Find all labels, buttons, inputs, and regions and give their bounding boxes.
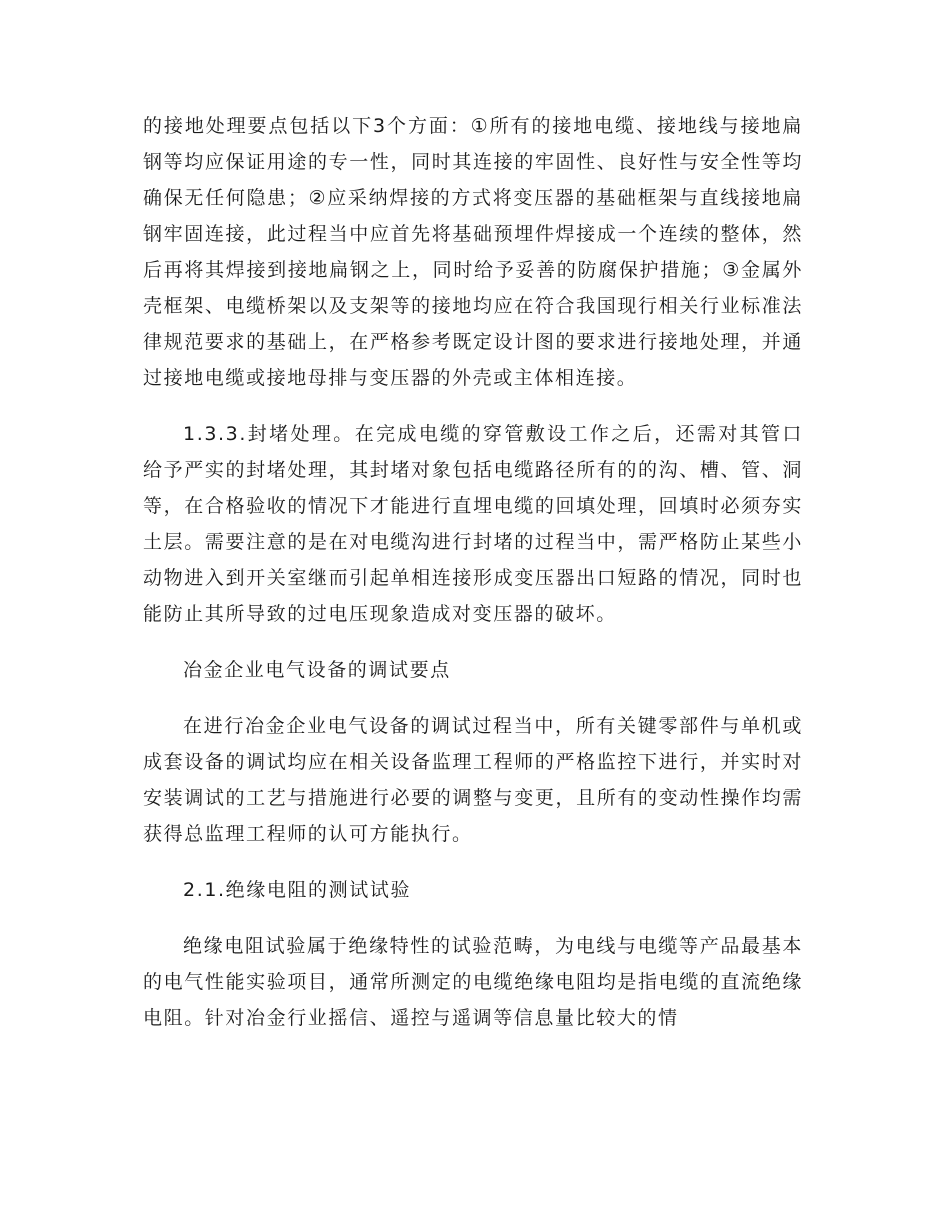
document-page: [143, 108, 803, 1036]
paragraph-sealing: 1.3.3.封堵处理。在完成电缆的穿管敷设工作之后，还需对其管口给予严实的封堵处理，其封堵对象包括电缆路径所有的的沟、槽、管、洞等，在合格验收的情况下才能进行直埋电缆的回填处理，回填时必须夯实土层。需要注意的是在对电缆沟进行封堵的过程当中，需严格防止某些小动物进入到开关室继而引起单相连接形成变压器出口短路的情况，同时也能防止其所导致的过电压现象造成对变压器的破坏。: [143, 423, 803, 625]
paragraph-insulation-test: 绝缘电阻试验属于绝缘特性的试验范畴，为电线与电缆等产品最基本的电气性能实验项目，通常所测定的电缆绝缘电阻均是指电缆的直流绝缘电阻。针对冶金行业摇信、遥控与遥调等信息量比较大的情: [143, 935, 803, 1029]
paragraph-debug-process: 在进行冶金企业电气设备的调试过程当中，所有关键零部件与单机或成套设备的调试均应在相关设备监理工程师的严格监控下进行，并实时对安装调试的工艺与措施进行必要的调整与变更，且所有的变动性操作均需获得总监理工程师的认可方能执行。: [143, 715, 803, 845]
paragraph-grounding-points: 的接地处理要点包括以下3个方面：①所有的接地电缆、接地线与接地扁钢等均应保证用途的专一性，同时其连接的牢固性、良好性与安全性等均确保无任何隐患；②应采纳焊接的方式将变压器的基础框架与直线接地扁钢牢固连接，此过程当中应首先将基础预埋件焊接成一个连续的整体，然后再将其焊接到接地扁钢之上，同时给予妥善的防腐保护措施；③金属外壳框架、电缆桥架以及支架等的接地均应在符合我国现行相关行业标准法律规范要求的基础上，在严格参考既定设计图的要求进行接地处理，并通过接地电缆或接地母排与变压器的外壳或主体相连接。: [143, 115, 803, 389]
section-heading-insulation: 2.1.绝缘电阻的测试试验: [183, 879, 412, 901]
section-heading-debug: 冶金企业电气设备的调试要点: [183, 659, 451, 681]
